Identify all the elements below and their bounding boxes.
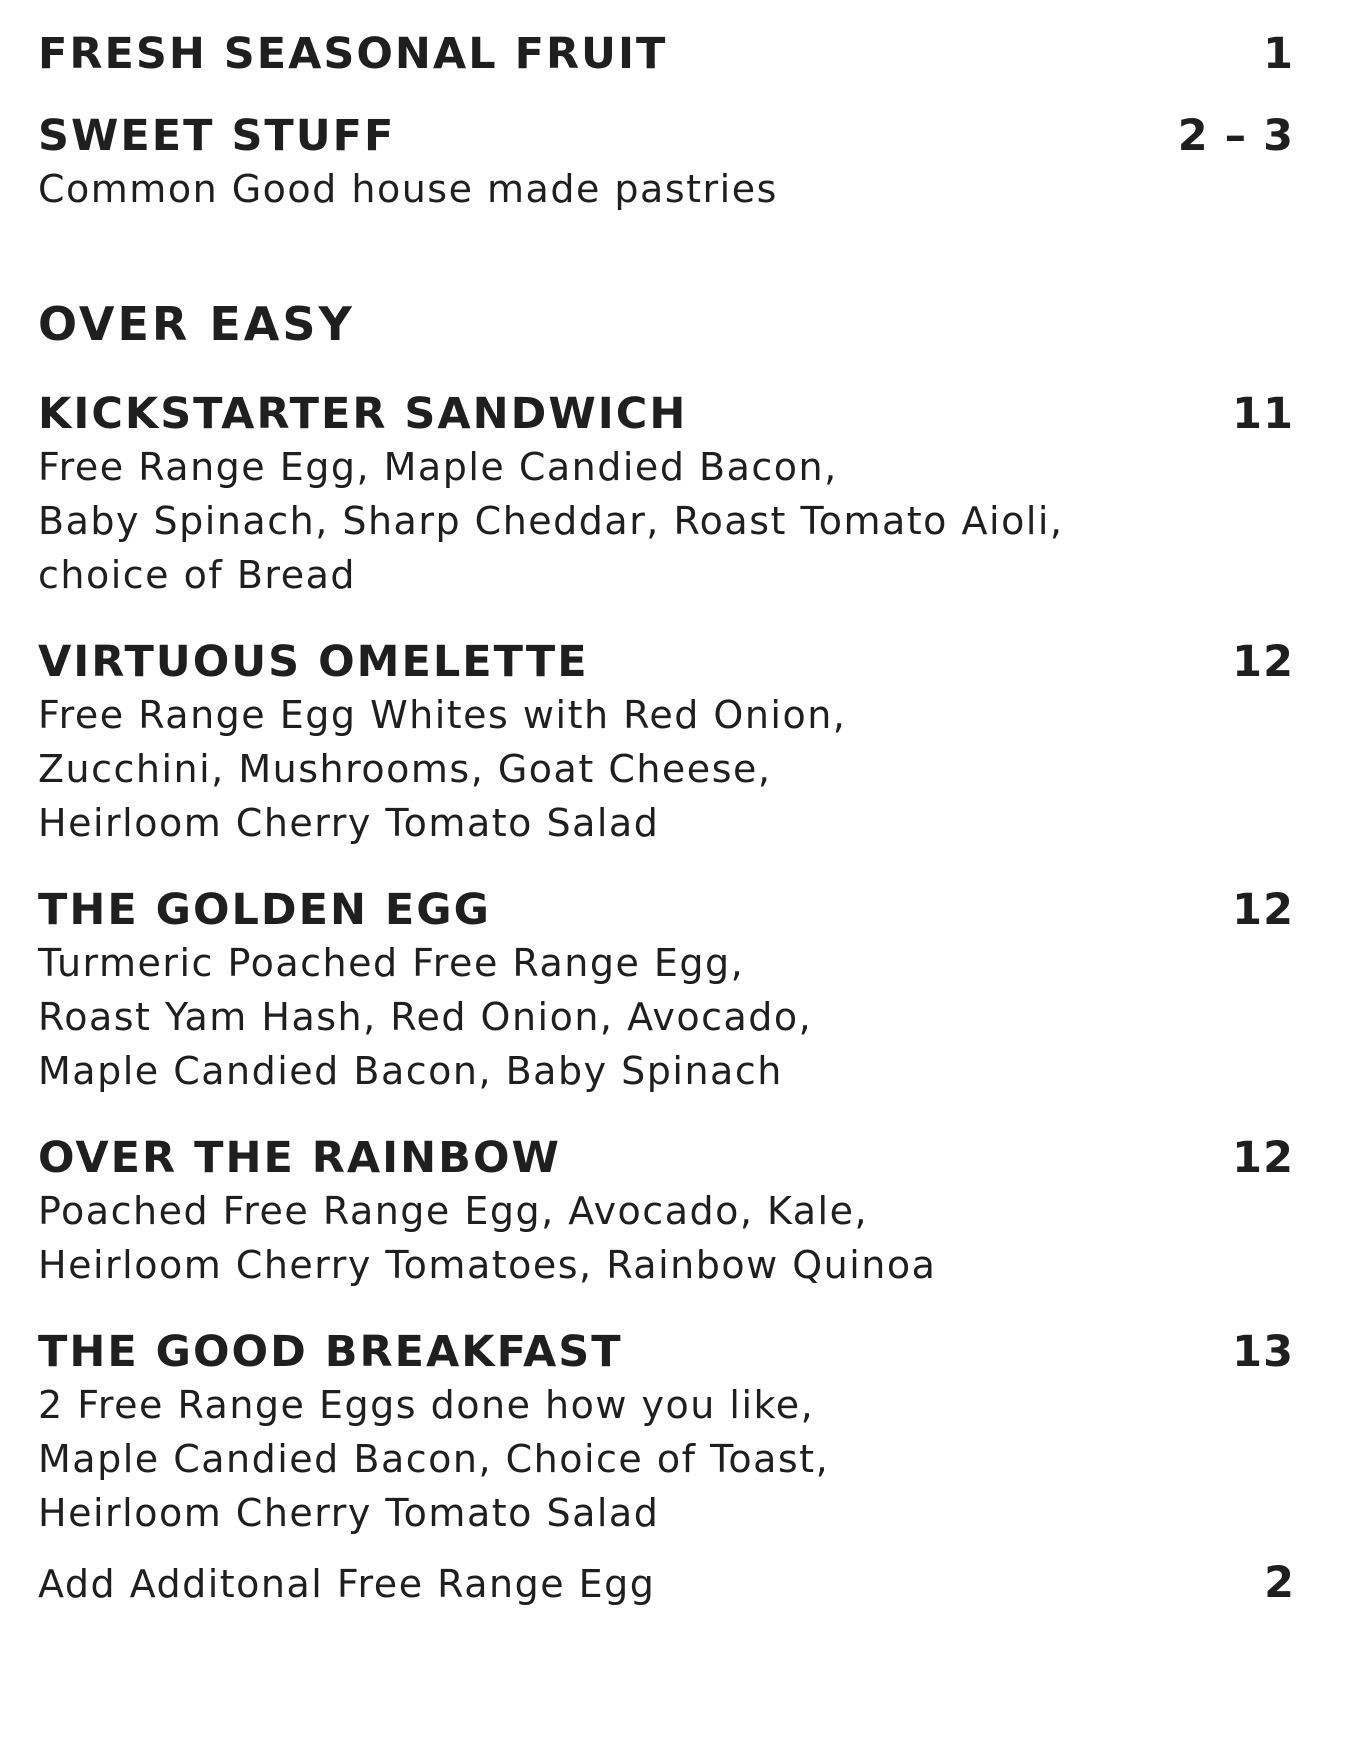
item-name: FRESH SEASONAL FRUIT [38,29,668,79]
menu-item-over-the-rainbow [38,1132,1294,1292]
item-header [38,28,1294,80]
item-header [38,388,1294,440]
section-title: OVER EASY [38,297,355,351]
item-description: 2 Free Range Eggs done how you like, Maple Candied Bacon, Choice of Toast, Heirloom Cherry Tomato Salad [38,1383,830,1535]
menu-item-fresh-fruit [38,28,1294,80]
menu-item-sweet-stuff [38,110,1294,216]
item-price: 1 [1263,29,1294,79]
addon-price: 2 [1264,1558,1294,1608]
item-price: 12 [1232,885,1294,935]
item-name: THE GOOD BREAKFAST [38,1327,623,1377]
item-header [38,110,1294,162]
item-header [38,1132,1294,1184]
item-header [38,884,1294,936]
item-name: VIRTUOUS OMELETTE [38,637,589,687]
menu-item-good-breakfast [38,1326,1294,1540]
item-price: 11 [1232,389,1294,439]
item-price: 2 – 3 [1177,111,1294,161]
addon-label: Add Additonal Free Range Egg [38,1562,656,1606]
item-price: 12 [1232,637,1294,687]
item-description: Free Range Egg Whites with Red Onion, Zucchini, Mushrooms, Goat Cheese, Heirloom Cherry Tomato Salad [38,693,847,845]
menu-page [38,28,1294,1611]
item-header [38,1326,1294,1378]
item-name: SWEET STUFF [38,111,396,161]
item-name: THE GOLDEN EGG [38,885,491,935]
item-name: OVER THE RAINBOW [38,1133,561,1183]
menu-item-kickstarter [38,388,1294,602]
item-description: Turmeric Poached Free Range Egg, Roast Yam Hash, Red Onion, Avocado, Maple Candied Bacon, Baby Spinach [38,941,813,1093]
item-description: Free Range Egg, Maple Candied Bacon, Baby Spinach, Sharp Cheddar, Roast Tomato Aioli, choice of Bread [38,445,1064,597]
item-description: Poached Free Range Egg, Avocado, Kale, Heirloom Cherry Tomatoes, Rainbow Quinoa [38,1189,937,1287]
addon-row [38,1556,1294,1611]
item-price: 13 [1232,1327,1294,1377]
item-name: KICKSTARTER SANDWICH [38,389,688,439]
item-description: Common Good house made pastries [38,167,778,211]
menu-item-golden-egg [38,884,1294,1098]
item-price: 12 [1232,1133,1294,1183]
item-header [38,636,1294,688]
menu-item-virtuous-omelette [38,636,1294,850]
